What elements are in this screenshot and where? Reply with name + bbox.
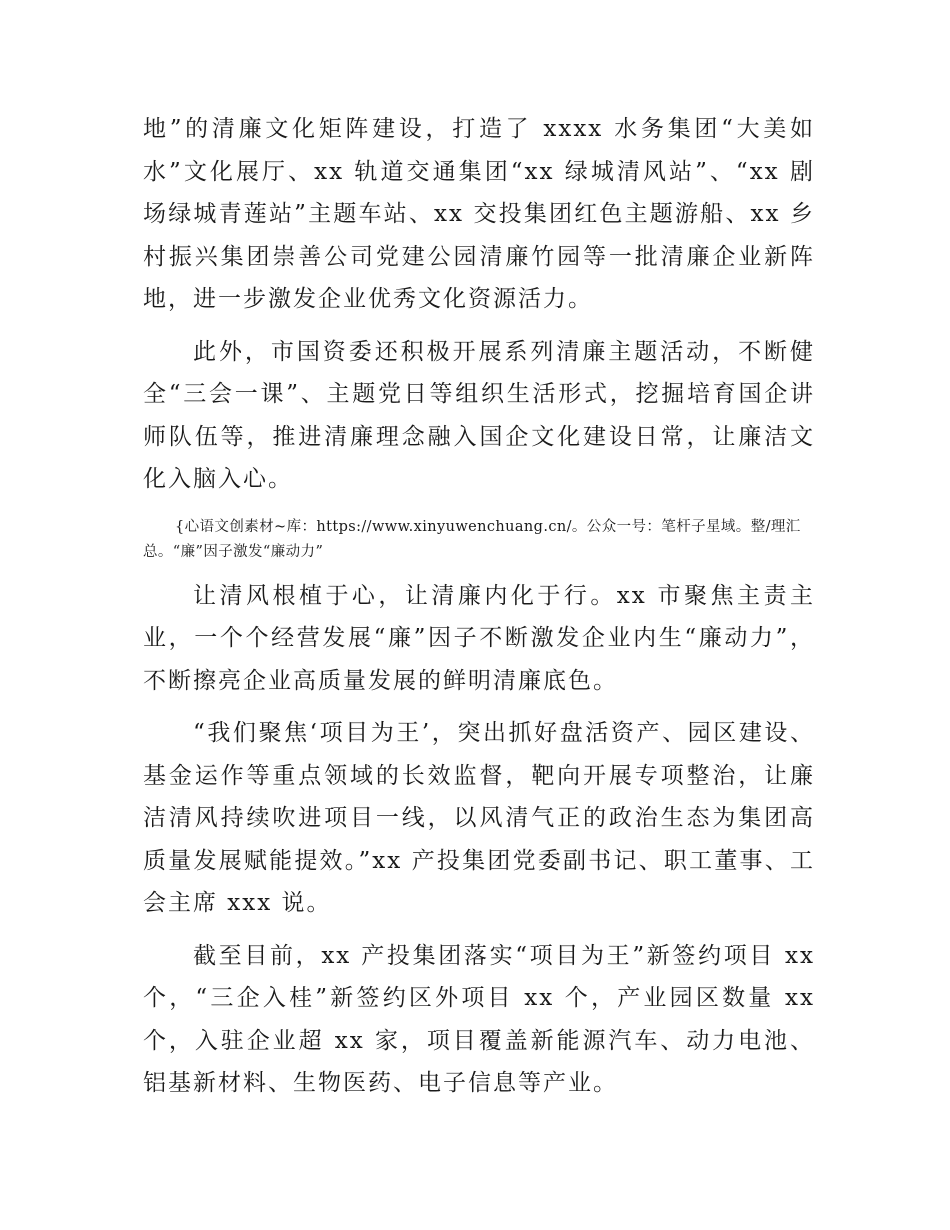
paragraph-activities: 此外，市国资委还积极开展系列清廉主题活动，不断健全“三会一课”、主题党日等组织生活形式，挖掘培育国企讲师队伍等，推进清廉理念融入国企文化建设日常，让廉洁文化入脑入心。 [143,338,815,492]
paragraph-clean-wind: 让清风根植于心，让清廉内化于行。xx 市聚焦主责主业，一个个经营发展“廉”因子不断激发企业内生“廉动力”，不断擦亮企业高质量发展的鲜明清廉底色。 [143,582,815,694]
source-note: {心语文创素材~库：https://www.xinyuwenchuang.cn/。公众一号：笔杆子星域。整/理汇总。“廉”因子激发“廉动力” [143,518,801,560]
paragraph-continuation: 地”的清廉文化矩阵建设，打造了 xxxx 水务集团“大美如水”文化展厅、xx 轨道交通集团“xx 绿城清风站”、“xx 剧场绿城青莲站”主题车站、xx 交投集团红色主题游船、xx 乡村振兴集团崇善公司党建公园清廉竹园等一批清廉企业新阵地，进一步激发企业优秀文化资源活力。 [143,116,815,312]
paragraph-quote: “我们聚焦‘项目为王’，突出抓好盘活资产、园区建设、基金运作等重点领域的长效监督，靶向开展专项整治，让廉洁清风持续吹进项目一线，以风清气正的政治生态为集团高质量发展赋能提效。”xx 产投集团党委副书记、职工董事、工会主席 xxx 说。 [143,720,815,916]
document-page [143,108,815,1105]
paragraph-statistics: 截至目前，xx 产投集团落实“项目为王”新签约项目 xx 个，“三企入桂”新签约区外项目 xx 个，产业园区数量 xx 个，入驻企业超 xx 家，项目覆盖新能源汽车、动力电池、铝基新材料、生物医药、电子信息等产业。 [143,942,815,1096]
